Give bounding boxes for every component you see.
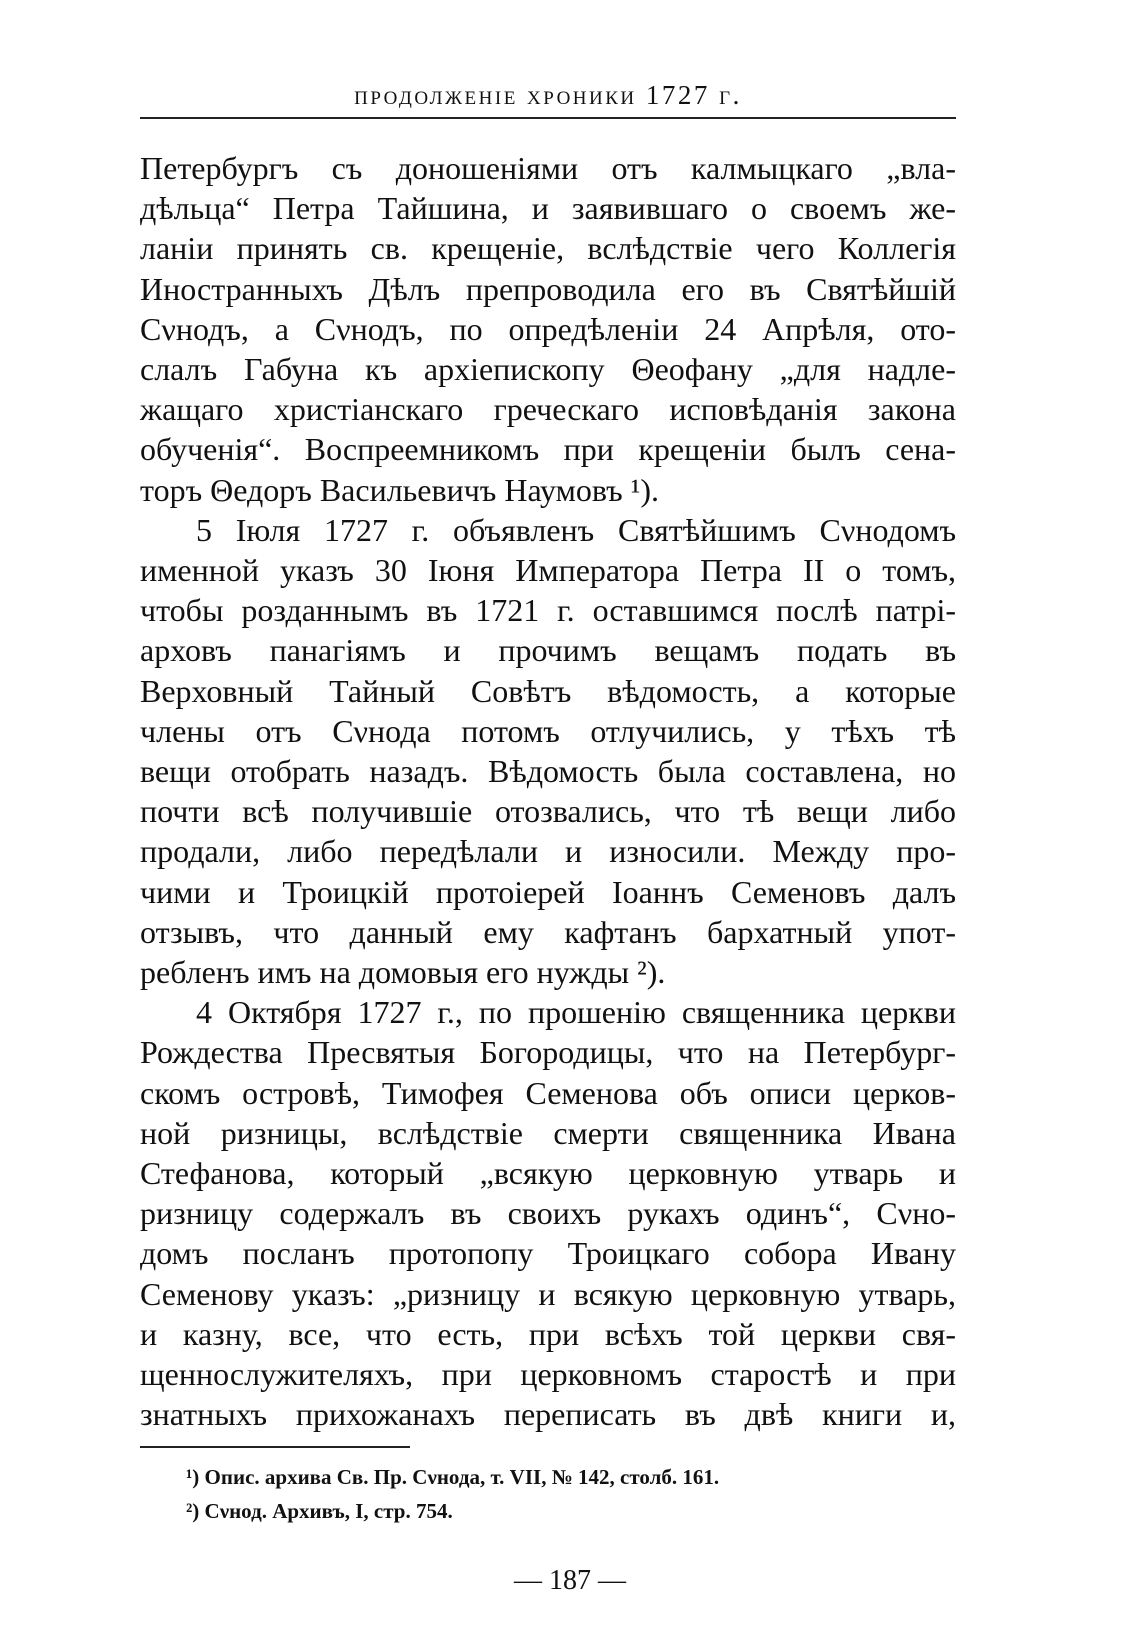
running-title: продолженіе хроники 1727 г. <box>354 80 742 110</box>
header-rule <box>140 117 956 119</box>
text-line: обученія“. Воспреемникомъ при крещеніи былъ сена- <box>140 431 956 468</box>
text-line: скомъ островѣ, Тимофея Семенова объ описи церков- <box>140 1074 956 1111</box>
text-line: Рождества Пресвятыя Богородицы, что на Петербург- <box>140 1034 956 1071</box>
text-line: ребленъ имъ на домовыя его нужды ²). <box>140 954 666 991</box>
text-line: ланіи принять св. крещеніе, вслѣдствіе чего Коллегія <box>140 230 956 267</box>
page-number: — 187 — <box>514 1565 626 1596</box>
text-line: вещи отобрать назадъ. Вѣдомость была составлена, но <box>140 753 956 790</box>
text-line: ризницу содержалъ въ своихъ рукахъ одинъ“, Сνно- <box>140 1195 956 1232</box>
text-line: чими и Троицкій протоіерей Іоаннъ Семеновъ далъ <box>140 873 956 910</box>
text-line: знатныхъ прихожанахъ переписать въ двѣ книги и, <box>140 1396 956 1433</box>
text-line: чтобы розданнымъ въ 1721 г. оставшимся послѣ патрі- <box>140 592 956 629</box>
text-line: жащаго христіанскаго греческаго исповѣданія закона <box>140 391 956 428</box>
footnote-1: ¹) Опис. архива Св. Пр. Сνнода, т. VII, № 142, столб. 161. <box>186 1465 720 1489</box>
text-line: и казну, все, что есть, при всѣхъ той церкви свя- <box>140 1315 956 1352</box>
text-line: торъ Θедоръ Васильевичъ Наумовъ ¹). <box>140 471 659 508</box>
text-line: домъ посланъ протопопу Троицкаго собора Ивану <box>140 1235 956 1272</box>
text-line: почти всѣ получившіе отозвались, что тѣ вещи либо <box>140 793 956 830</box>
text-line: члены отъ Сνнода потомъ отлучились, у тѣхъ тѣ <box>140 712 956 749</box>
text-line: 5 Іюля 1727 г. объявленъ Святѣйшимъ Сνнодомъ <box>196 511 956 548</box>
text-line: Стефанова, который „всякую церковную утварь и <box>140 1155 956 1192</box>
text-line: отзывъ, что данный ему кафтанъ бархатный упот- <box>140 913 956 950</box>
text-line: ной ризницы, вслѣдствіе смерти священника Ивана <box>140 1114 956 1151</box>
footnote-rule <box>140 1446 410 1448</box>
text-line: Верховный Тайный Совѣтъ вѣдомость, а которые <box>140 672 956 709</box>
text-line: Петербургъ съ доношеніями отъ калмыцкаго „вла- <box>140 150 956 186</box>
text-line: Семенову указъ: „ризницу и всякую церковную утварь, <box>140 1275 956 1312</box>
text-line: арховъ панагіямъ и прочимъ вещамъ подать въ <box>140 632 956 669</box>
text-line: слалъ Габуна къ архіепископу Θеофану „для надле- <box>140 351 956 388</box>
text-line: дѣльца“ Петра Тайшина, и заявившаго о своемъ же- <box>140 190 956 227</box>
text-line: именной указъ 30 Іюня Императора Петра II о томъ, <box>140 552 956 589</box>
text-line: Иностранныхъ Дѣлъ препроводила его въ Святѣйшій <box>140 270 956 307</box>
footnotes <box>186 1460 946 1528</box>
main-text <box>140 148 956 1435</box>
text-line: продали, либо передѣлали и износили. Между про- <box>140 833 956 870</box>
footnote-2: ²) Сνнод. Архивъ, I, стр. 754. <box>186 1499 453 1523</box>
text-line: Сνнодъ, а Сνнодъ, по опредѣленіи 24 Апрѣля, ото- <box>140 310 956 347</box>
text-line: 4 Октября 1727 г., по прошенію священника церкви <box>196 994 956 1031</box>
text-line: щеннослужителяхъ, при церковномъ старостѣ и при <box>140 1356 956 1393</box>
